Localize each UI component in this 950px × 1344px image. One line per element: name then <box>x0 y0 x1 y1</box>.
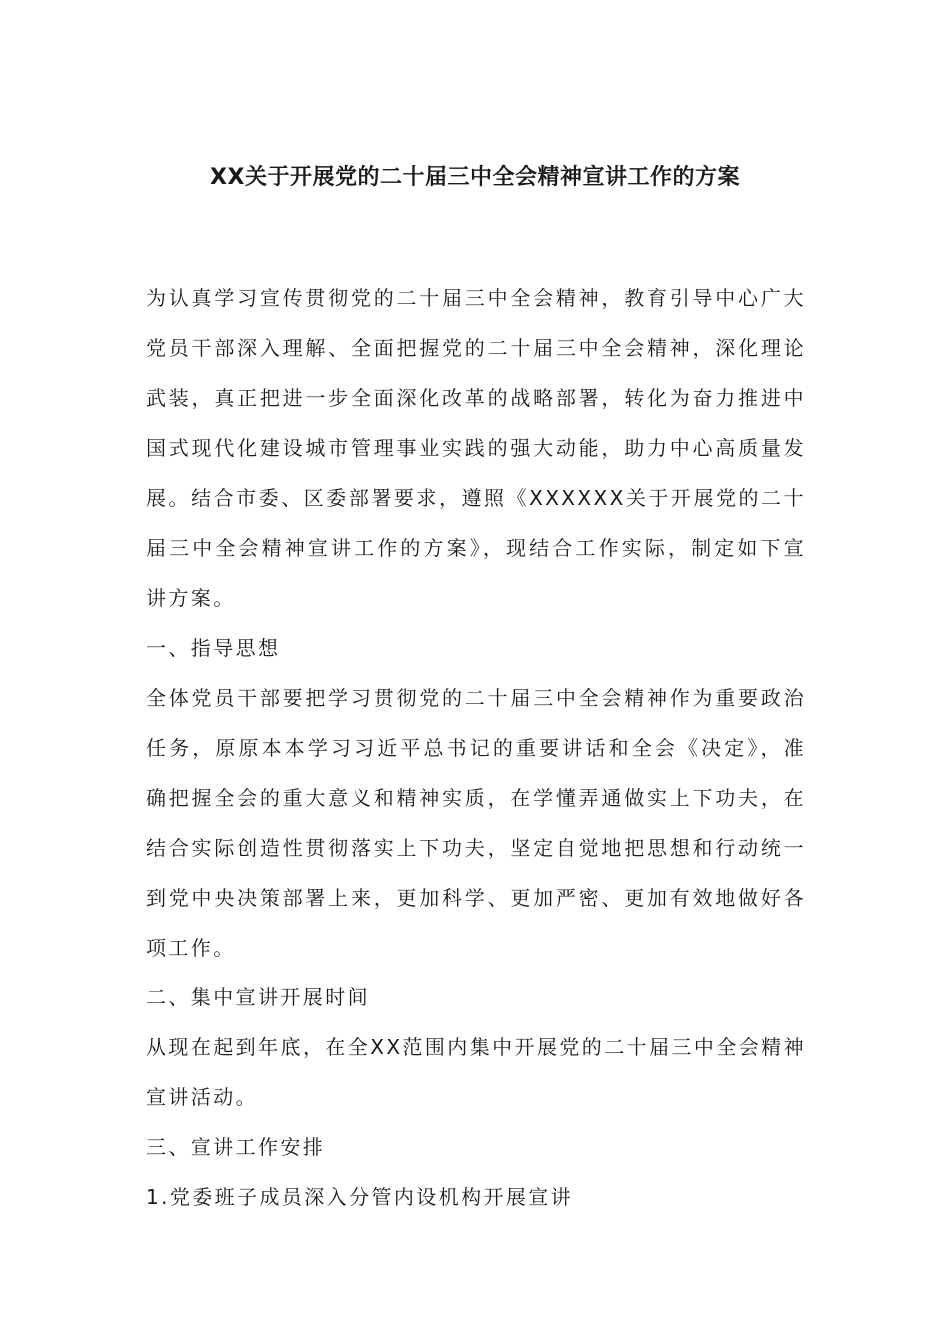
section-2-text: 从现在起到年底，在全XX范围内集中开展党的二十届三中全会精神宣讲活动。 <box>146 1035 806 1109</box>
section-3-title: 三、宣讲工作安排 <box>146 1135 326 1159</box>
section-3-subheading <box>146 1172 806 1222</box>
section-2-paragraph <box>146 1022 806 1122</box>
section-heading-2 <box>146 972 806 1022</box>
intro-text: 为认真学习宣传贯彻党的二十届三中全会精神，教育引导中心广大党员干部深入理解、全面把握党的二十届三中全会精神，深化理论武装，真正把进一步全面深化改革的战略部署，转化为奋力推进中国式现代化建设城市管理事业实践的强大动能，助力中心高质量发展。结合市委、区委部署要求，遵照《XXXXXX关于开展党的二十届三中全会精神宣讲工作的方案》，现结合工作实际，制定如下宣讲方案。 <box>146 286 806 610</box>
section-heading-3 <box>146 1122 806 1172</box>
document-title: XX关于开展党的二十届三中全会精神宣讲工作的方案 <box>210 165 740 190</box>
intro-paragraph <box>146 273 806 623</box>
section-3-item-1: 1.党委班子成员深入分管内设机构开展宣讲 <box>146 1185 574 1209</box>
section-2-title: 二、集中宣讲开展时间 <box>146 985 370 1009</box>
section-1-paragraph <box>146 673 806 973</box>
section-1-title: 一、指导思想 <box>146 636 281 660</box>
section-heading-1 <box>146 623 806 673</box>
section-1-text: 全体党员干部要把学习贯彻党的二十届三中全会精神作为重要政治任务，原原本本学习习近平总书记的重要讲话和全会《决定》，准确把握全会的重大意义和精神实质，在学懂弄通做实上下功夫，在结合实际创造性贯彻落实上下功夫，坚定自觉地把思想和行动统一到党中央决策部署上来，更加科学、更加严密、更加有效地做好各项工作。 <box>146 686 806 960</box>
